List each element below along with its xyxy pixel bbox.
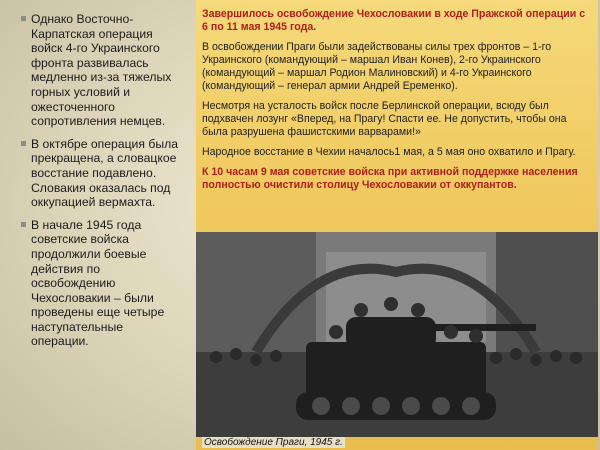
left-paragraph-3-text: В начале 1945 года советские войска продолжили боевые действия по освобождению Чехословакии – были проведены еще четыре наступательные операции. [31,217,165,349]
left-paragraph-1 [31,12,181,129]
photo-caption: Освобождение Праги, 1945 г. [204,437,343,448]
right-paragraph-2: Несмотря на усталость войск после Берлинской операции, всюду был подхвачен лозунг «Вперед, на Прагу! Спасти ее. Не допустить, чтобы она была разрушена фашистскими варварами!» [202,100,567,138]
bullet-icon [21,141,26,146]
left-text-column [31,12,181,357]
left-paragraph-1-text: Однако Восточно-Карпатская операция войск 4-го Украинского фронта развивалась медленно из-за тяжелых горных условий и ожесточенного сопротивления немцев. [31,12,172,129]
left-paragraph-3 [31,218,181,349]
prague-liberation-photo [196,232,598,437]
left-paragraph-2 [31,137,181,210]
photo-illustration [196,232,598,437]
right-text-area [202,8,590,199]
bullet-icon [21,16,26,21]
right-paragraph-1: В освобождении Праги были задействованы силы трех фронтов – 1-го Украинского (командующий – маршал Иван Конев), 2-го Украинского (командующий – маршал Родион Малиновский) и 4-го Украинского (командующий – генерал армии Андрей Еременко). [202,41,552,92]
right-text-panel [196,0,598,450]
right-highlight: К 10 часам 9 мая советские войска при активной поддержке населения полностью очистили столицу Чехословакии от оккупантов. [202,166,578,191]
right-heading: Завершилось освобождение Чехословакии в ходе Пражской операции с 6 по 11 мая 1945 года. [202,8,586,33]
right-paragraph-3: Народное восстание в Чехии началось1 мая, а 5 мая оно охватило и Прагу. [202,146,576,158]
left-paragraph-2-text: В октябре операция была прекращена, а словацкое восстание подавлено. Словакия оказалась под оккупацией вермахта. [31,136,178,210]
bullet-icon [21,222,26,227]
